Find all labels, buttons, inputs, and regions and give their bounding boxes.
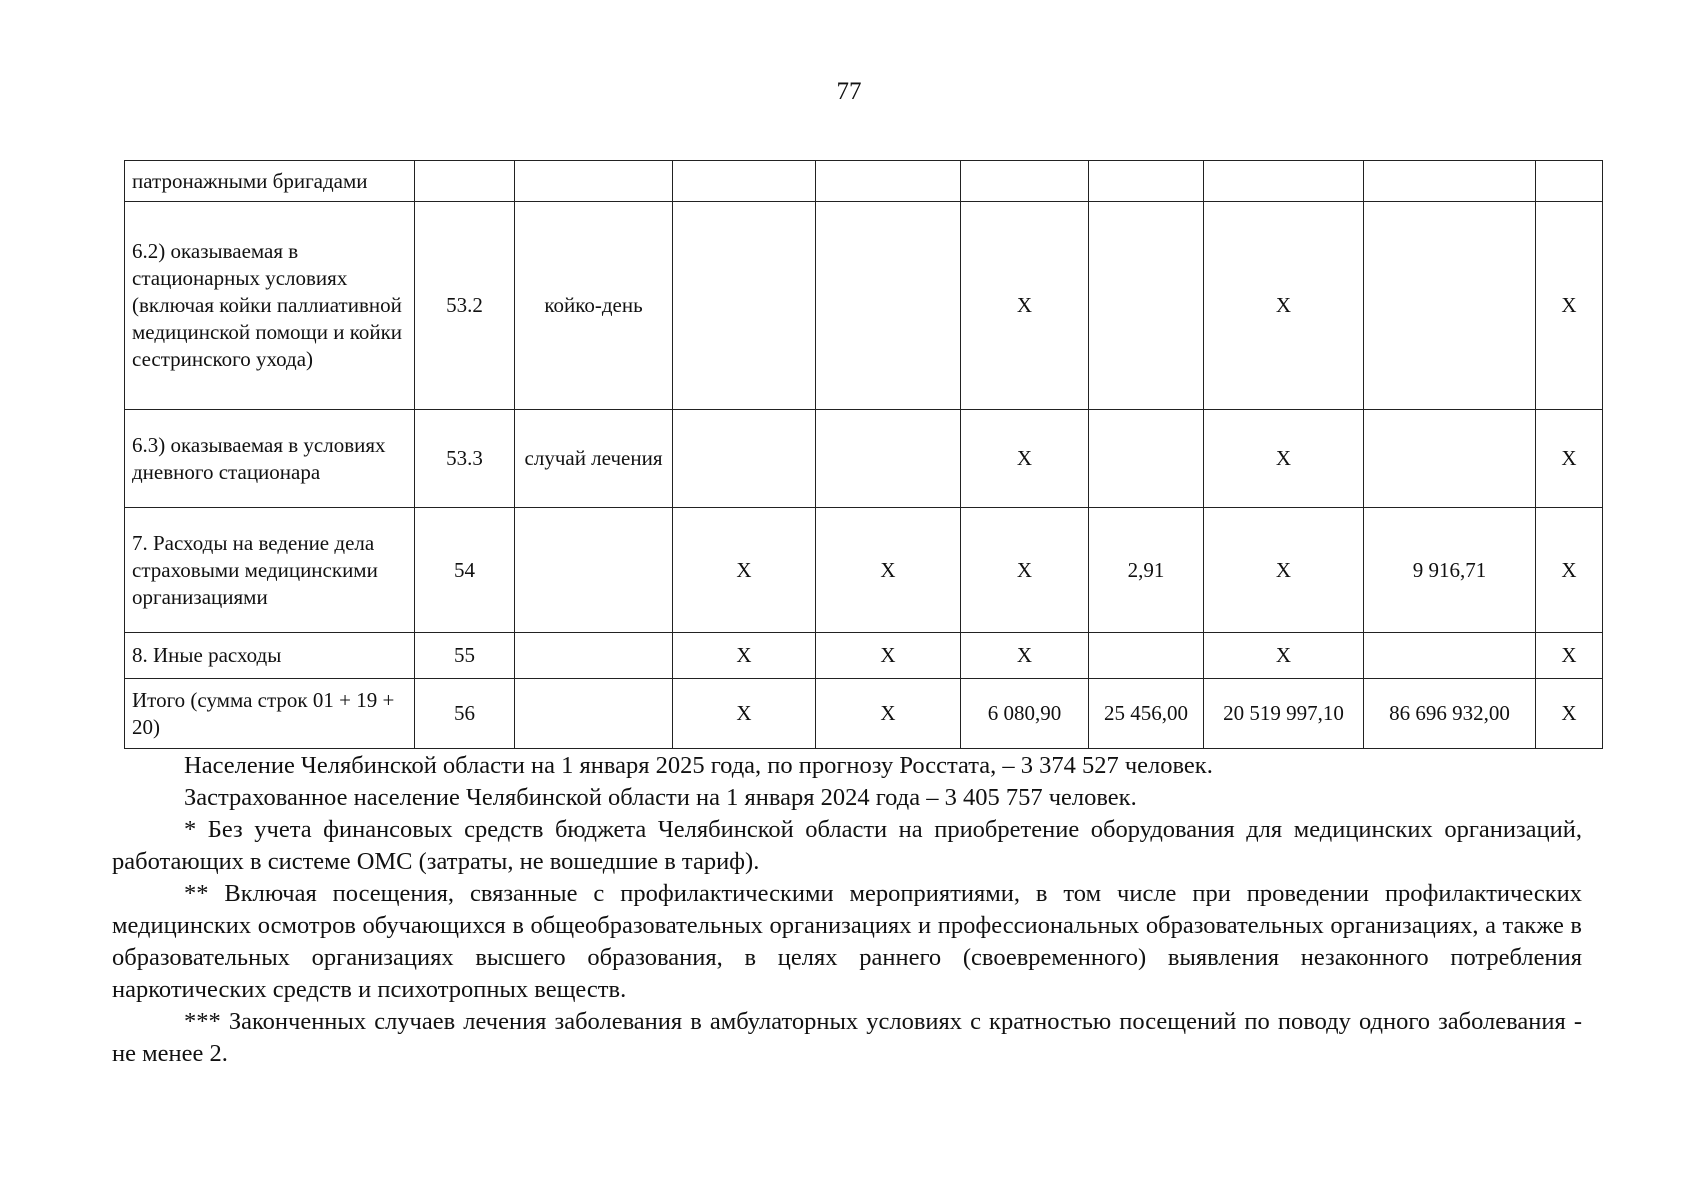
cell: X bbox=[1536, 410, 1603, 508]
row-unit: койко-день bbox=[515, 202, 673, 410]
row-unit bbox=[515, 679, 673, 749]
cell: X bbox=[1204, 410, 1364, 508]
cell: X bbox=[673, 679, 816, 749]
row-label: 6.2) оказываемая в стационарных условиях (включая койки паллиативной медицинской помощи и койки сестринского ухода) bbox=[125, 202, 415, 410]
row-label: 7. Расходы на ведение дела страховыми медицинскими организациями bbox=[125, 508, 415, 633]
cell bbox=[673, 410, 816, 508]
row-code: 53.3 bbox=[415, 410, 515, 508]
row-unit: случай лечения bbox=[515, 410, 673, 508]
cell bbox=[1089, 410, 1204, 508]
cell: X bbox=[816, 508, 961, 633]
cell bbox=[961, 161, 1089, 202]
row-unit bbox=[515, 161, 673, 202]
cell bbox=[1364, 633, 1536, 679]
cell: X bbox=[1204, 508, 1364, 633]
cell bbox=[673, 161, 816, 202]
row-label: 8. Иные расходы bbox=[125, 633, 415, 679]
cell: 25 456,00 bbox=[1089, 679, 1204, 749]
cell: X bbox=[961, 633, 1089, 679]
table-row-total bbox=[125, 679, 1603, 749]
cell bbox=[816, 161, 961, 202]
cell: X bbox=[673, 508, 816, 633]
cell: X bbox=[816, 633, 961, 679]
page-number: 77 bbox=[836, 78, 862, 105]
cell: X bbox=[816, 679, 961, 749]
row-code: 54 bbox=[415, 508, 515, 633]
cell: 2,91 bbox=[1089, 508, 1204, 633]
table-row bbox=[125, 202, 1603, 410]
cell bbox=[1364, 161, 1536, 202]
cell: X bbox=[1536, 679, 1603, 749]
cell bbox=[816, 410, 961, 508]
cell: X bbox=[1204, 202, 1364, 410]
cell: X bbox=[961, 508, 1089, 633]
cell bbox=[1364, 410, 1536, 508]
table-row bbox=[125, 633, 1603, 679]
cell: X bbox=[961, 410, 1089, 508]
table-row bbox=[125, 410, 1603, 508]
population-note: Население Челябинской области на 1 января 2025 года, по прогнозу Росстата, – 3 374 527 человек. bbox=[184, 752, 1213, 779]
row-label: патронажными бригадами bbox=[125, 161, 415, 202]
cell bbox=[1204, 161, 1364, 202]
row-label: Итого (сумма строк 01 + 19 + 20) bbox=[125, 679, 415, 749]
table-row bbox=[125, 508, 1603, 633]
table-body bbox=[125, 161, 1603, 749]
cell: 20 519 997,10 bbox=[1204, 679, 1364, 749]
row-label: 6.3) оказываемая в условиях дневного стационара bbox=[125, 410, 415, 508]
footnote-2: ** Включая посещения, связанные с профилактическими мероприятиями, в том числе при проведении профилактических медицинских осмотров обучающихся в общеобразовательных организациях и профессиональных образовательных организациях, а также в образовательных организациях высшего образования, в целях раннего (своевременного) выявления незаконного потребления наркотических средств и психотропных веществ. bbox=[112, 880, 1582, 1003]
cell bbox=[673, 202, 816, 410]
cell bbox=[1536, 161, 1603, 202]
row-unit bbox=[515, 633, 673, 679]
row-code: 55 bbox=[415, 633, 515, 679]
cell: 9 916,71 bbox=[1364, 508, 1536, 633]
cell bbox=[1089, 161, 1204, 202]
row-code: 56 bbox=[415, 679, 515, 749]
cell: X bbox=[1536, 633, 1603, 679]
footnote-3: *** Законченных случаев лечения заболевания в амбулаторных условиях с кратностью посещений по поводу одного заболевания - не менее 2. bbox=[112, 1008, 1582, 1067]
row-code bbox=[415, 161, 515, 202]
table-row bbox=[125, 161, 1603, 202]
footnote-1: * Без учета финансовых средств бюджета Челябинской области на приобретение оборудования для медицинских организаций, работающих в системе ОМС (затраты, не вошедшие в тариф). bbox=[112, 816, 1582, 875]
row-unit bbox=[515, 508, 673, 633]
cell bbox=[1089, 633, 1204, 679]
insured-note: Застрахованное население Челябинской области на 1 января 2024 года – 3 405 757 человек. bbox=[184, 784, 1137, 811]
cell: X bbox=[673, 633, 816, 679]
cell: X bbox=[1536, 508, 1603, 633]
cell: X bbox=[961, 202, 1089, 410]
row-code: 53.2 bbox=[415, 202, 515, 410]
expenses-table bbox=[124, 160, 1603, 749]
cell bbox=[1089, 202, 1204, 410]
cell bbox=[816, 202, 961, 410]
cell: X bbox=[1204, 633, 1364, 679]
cell: 6 080,90 bbox=[961, 679, 1089, 749]
cell: X bbox=[1536, 202, 1603, 410]
cell bbox=[1364, 202, 1536, 410]
cell: 86 696 932,00 bbox=[1364, 679, 1536, 749]
notes-block bbox=[112, 750, 1582, 1070]
